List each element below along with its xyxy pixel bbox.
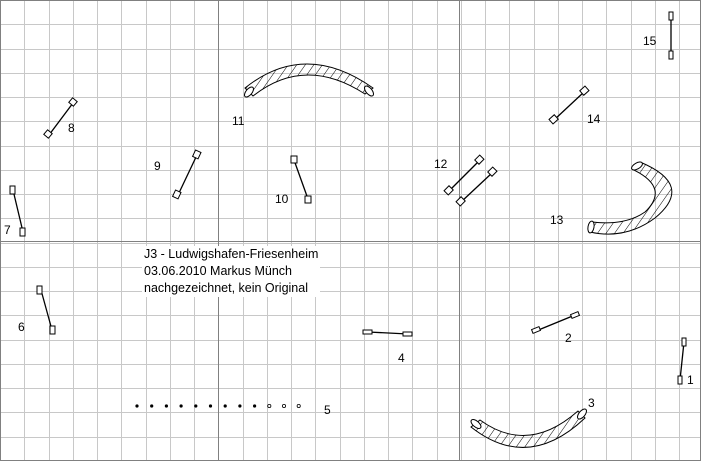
weave-pole — [224, 405, 226, 407]
weave-pole — [136, 405, 138, 407]
info-date-judge: 03.06.2010 Markus Münch — [144, 264, 293, 278]
weave-pole — [195, 405, 197, 407]
weave-pole — [151, 405, 153, 407]
label-2: 2 — [565, 331, 572, 345]
jump-2 — [532, 312, 580, 334]
label-1: 1 — [687, 373, 694, 387]
tunnel-13 — [587, 160, 672, 234]
jump-10 — [291, 156, 311, 203]
weave-pole — [165, 405, 167, 407]
label-13: 13 — [550, 213, 564, 227]
weave-pole — [297, 404, 300, 407]
label-15: 15 — [643, 34, 657, 48]
jump-6 — [37, 286, 55, 334]
label-6: 6 — [18, 320, 25, 334]
weave-pole — [209, 405, 211, 407]
label-12: 12 — [434, 157, 448, 171]
jump-9 — [173, 150, 201, 199]
tunnel-11 — [243, 64, 375, 99]
label-7: 7 — [4, 223, 11, 237]
label-11: 11 — [232, 114, 245, 128]
jump-4 — [363, 330, 412, 336]
weave-pole — [180, 405, 182, 407]
course-info — [142, 246, 320, 297]
jump-7 — [10, 186, 25, 236]
label-5: 5 — [324, 403, 331, 417]
jump-12 — [444, 155, 497, 206]
jump-15 — [669, 12, 673, 59]
weave-pole — [239, 405, 241, 407]
weave-pole — [282, 404, 285, 407]
weave-pole — [268, 404, 271, 407]
info-note: nachgezeichnet, kein Original — [144, 281, 308, 295]
label-4: 4 — [398, 351, 405, 365]
label-3: 3 — [588, 396, 595, 410]
label-9: 9 — [154, 159, 161, 173]
label-10: 10 — [275, 192, 289, 206]
label-14: 14 — [587, 112, 601, 126]
info-title: J3 - Ludwigshafen-Friesenheim — [144, 247, 319, 261]
tunnel-3 — [469, 407, 588, 447]
label-8: 8 — [68, 121, 75, 135]
weave-pole — [253, 405, 255, 407]
